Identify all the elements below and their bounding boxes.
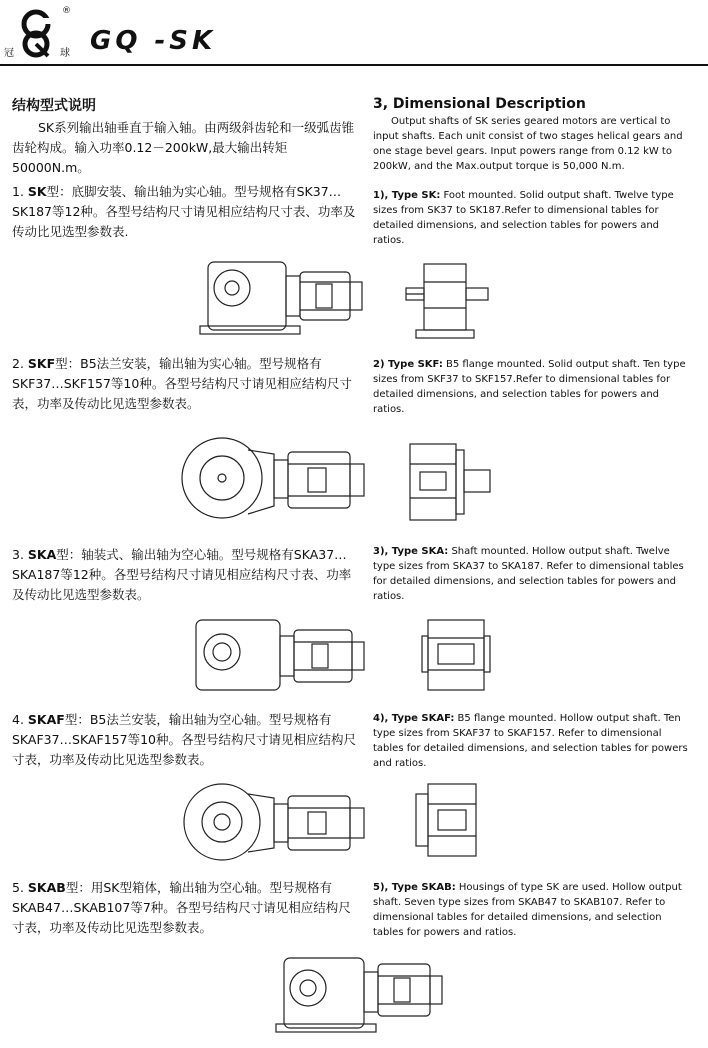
zh-type-skf-desc [12,354,357,414]
logo-char-left: 冠 [4,48,14,59]
skab-side-view-drawing [268,950,448,1042]
zh-type-skab-desc [12,878,357,938]
en-type-head: 2) Type SKF: [373,359,443,370]
sk-front-view-drawing [402,258,492,344]
zh-type-text: 型：底脚安装、输出轴为实心轴。型号规格有SK37…SK187等12种。各型号结构尺寸请见相应结构尺寸表、功率及传动比见选型参数表. [12,184,356,239]
en-type-text: Housings of type SK are used. Hollow output shaft. Seven type sizes from SKAB47 to SKAB107. Refer to dimensional tables for detailed dimensions, and selection tables for powers and ratios. [373,882,682,938]
zh-type-text: 型：B5法兰安装，输出轴为空心轴。型号规格有SKAF37…SKAF157等10种。各型号结构尺寸请见相应结构尺寸表，功率及传动比见选型参数表。 [12,712,356,767]
zh-type-name: SKAF [27,712,65,727]
zh-type-ska-desc [12,545,357,605]
skf-side-view-drawing [178,430,378,530]
brand-title: GQ -SK [90,26,217,56]
en-type-head: 5), Type SKAB: [373,882,456,893]
skaf-front-view-drawing [410,780,500,866]
zh-type-text: 型：轴装式、输出轴为空心轴。型号规格有SKA37…SKA187等12种。各型号结构尺寸请见相应结构尺寸表、功率及传动比见选型参数表。 [12,547,352,602]
zh-item-number: 2. [12,356,24,371]
zh-type-text: 型：B5法兰安装，输出轴为实心轴。型号规格有SKF37…SKF157等10种。各型号结构尺寸请见相应结构尺寸表，功率及传动比见选型参数表。 [12,356,352,411]
en-type-head: 3), Type SKA: [373,546,449,557]
registered-mark: ® [62,6,71,16]
en-type-sk-desc [373,188,691,248]
en-type-ska-desc [373,544,691,604]
skaf-side-view-drawing [180,778,380,868]
en-type-skab-desc [373,880,691,940]
en-type-text: B5 flange mounted. Solid output shaft. Ten type sizes from SKF37 to SKF157.Refer to dimensional tables for detailed dimensions, and selection tables for powers and ratios. [373,359,686,415]
en-type-head: 1), Type SK: [373,190,441,201]
header-rule [0,64,708,66]
zh-type-name: SKA [27,547,57,562]
zh-type-skaf-desc [12,710,357,770]
skf-front-view-drawing [400,440,500,530]
zh-section-title: 结构型式说明 [12,98,96,114]
en-section-title: 3, Dimensional Description [373,96,586,112]
zh-type-name: SKAB [27,880,66,895]
en-intro-text: Output shafts of SK series geared motors are vertical to input shafts. Each unit consist of two stages helical gears and one stage bevel gears. Input powers range from 0.12 kW to 200kW, and the Max.output torque is 50,000 N.m. [373,116,683,172]
sk-side-view-drawing [190,252,370,344]
logo-char-right: 球 [60,48,70,59]
en-type-skf-desc [373,357,691,417]
zh-type-name: SK [27,184,47,199]
en-type-head: 4), Type SKAF: [373,713,455,724]
zh-item-number: 3. [12,547,24,562]
en-type-skaf-desc [373,711,691,771]
zh-item-number: 1. [12,184,24,199]
guanqiu-logo [8,8,64,60]
ska-side-view-drawing [186,612,376,702]
zh-type-text: 型：用SK型箱体，输出轴为空心轴。型号规格有SKAB47…SKAB107等7种。各型号结构尺寸请见相应结构尺寸表，功率及传动比见选型参数表。 [12,880,351,935]
en-type-text: Foot mounted. Solid output shaft. Twelve type sizes from SK37 to SK187.Refer to dimensional tables for detailed dimensions, and selection tables for powers and ratios. [373,190,674,246]
zh-item-number: 4. [12,712,24,727]
en-type-text: B5 flange mounted. Hollow output shaft. Ten type sizes from SKAF37 to SKAF157. Refer to dimensional tables for detailed dimensions, and selection tables for powers and ratios. [373,713,688,769]
en-type-text: Shaft mounted. Hollow output shaft. Twelve type sizes from SKA37 to SKA187. Refer to dimensional tables for detailed dimensions, and selection tables for powers and ratios. [373,546,684,602]
zh-type-sk-desc [12,182,357,242]
zh-intro-text: SK系列输出轴垂直于输入轴。由两级斜齿轮和一级弧齿锥齿轮构成。输入功率0.12－200kW,最大输出转矩50000N.m。 [12,120,355,175]
zh-type-name: SKF [27,356,56,371]
zh-item-number: 5. [12,880,24,895]
ska-front-view-drawing [418,616,498,702]
